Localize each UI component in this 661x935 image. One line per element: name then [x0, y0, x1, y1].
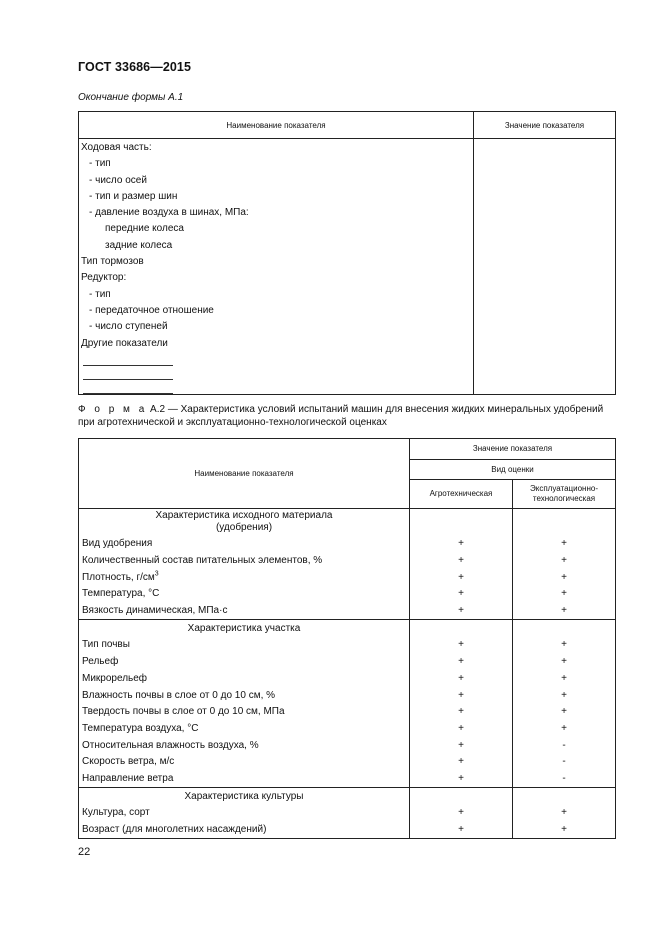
indicator-name-text: Возраст (для многолетних насаждений)	[82, 824, 267, 836]
indicator-name	[79, 754, 410, 771]
agro-mark: +	[410, 671, 513, 688]
table-row	[79, 721, 616, 738]
form-a1-row: - тип	[89, 158, 111, 170]
form-a2-body	[79, 509, 616, 839]
table-row	[79, 654, 616, 671]
agro-mark: +	[410, 822, 513, 839]
form-a1-row: задние колеса	[105, 239, 173, 251]
section-empty-cell	[513, 620, 616, 637]
section-empty-cell	[410, 788, 513, 805]
indicator-name-text: Микрорельеф	[82, 672, 148, 684]
form-a2-col-name: Наименование показателя	[79, 439, 410, 509]
indicator-name	[79, 654, 410, 671]
indicator-name	[79, 822, 410, 839]
expl-mark: +	[513, 603, 616, 620]
document-code: ГОСТ 33686—2015	[78, 60, 192, 74]
agro-mark: +	[410, 704, 513, 721]
indicator-name	[79, 569, 410, 586]
expl-mark: +	[513, 536, 616, 553]
indicator-name-text: Вид удобрения	[82, 538, 153, 550]
form-a1-row: - число ступеней	[89, 321, 168, 333]
agro-mark: +	[410, 737, 513, 754]
blank-fill-line	[83, 380, 173, 394]
page-number: 22	[78, 846, 91, 858]
form-a1-row: Редуктор:	[81, 272, 127, 284]
expl-mark: +	[513, 805, 616, 822]
blank-fill-line	[83, 352, 173, 366]
form-a1-row: передние колеса	[105, 223, 184, 235]
indicator-name	[79, 687, 410, 704]
agro-mark: +	[410, 586, 513, 603]
section-empty-cell	[410, 509, 513, 537]
indicator-name-text: Твердость почвы в слое от 0 до 10 см, МПа	[82, 706, 285, 718]
form-a1-col-value: Значение показателя	[474, 112, 616, 139]
agro-mark: +	[410, 637, 513, 654]
table-row	[79, 536, 616, 553]
section-empty-cell	[410, 620, 513, 637]
unit-superscript: 3	[154, 570, 159, 578]
indicator-name	[79, 805, 410, 822]
indicator-name-text: Культура, сорт	[82, 807, 150, 819]
indicator-name	[79, 553, 410, 570]
section-title: Характеристика культуры	[79, 788, 410, 805]
expl-mark: +	[513, 569, 616, 586]
blank-fill-line	[83, 366, 173, 380]
indicator-name-text: Температура, °С	[82, 588, 160, 600]
form-a1-row: - тип	[89, 288, 111, 300]
expl-mark: -	[513, 754, 616, 771]
form-a1-row: - тип и размер шин	[89, 190, 178, 202]
agro-mark: +	[410, 536, 513, 553]
indicator-name-text: Тип почвы	[82, 639, 130, 651]
agro-mark: +	[410, 553, 513, 570]
expl-mark: +	[513, 586, 616, 603]
expl-mark: +	[513, 704, 616, 721]
indicator-name	[79, 771, 410, 788]
indicator-name	[79, 721, 410, 738]
form-a1-col-name: Наименование показателя	[79, 112, 474, 139]
table-row	[79, 771, 616, 788]
expl-mark: +	[513, 654, 616, 671]
indicator-name	[79, 671, 410, 688]
form-a1-row: Тип тормозов	[81, 256, 144, 268]
section-row	[79, 788, 616, 805]
indicator-name-text: Относительная влажность воздуха, %	[82, 739, 259, 751]
agro-mark: +	[410, 603, 513, 620]
expl-mark: -	[513, 771, 616, 788]
table-row	[79, 553, 616, 570]
indicator-name	[79, 737, 410, 754]
agro-mark: +	[410, 721, 513, 738]
form-a1-row: - передаточное отношение	[89, 304, 214, 316]
form-a2-col-expl: Эксплуатационно-технологическая	[513, 480, 616, 509]
table-row	[79, 805, 616, 822]
indicator-name	[79, 637, 410, 654]
table-row	[79, 569, 616, 586]
expl-mark: -	[513, 737, 616, 754]
section-empty-cell	[513, 509, 616, 537]
table-row	[79, 737, 616, 754]
indicator-name-text: Вязкость динамическая, МПа·с	[82, 605, 228, 617]
table-row	[79, 687, 616, 704]
expl-mark: +	[513, 687, 616, 704]
agro-mark: +	[410, 805, 513, 822]
indicator-name-text: Температура воздуха, °С	[82, 722, 199, 734]
section-row	[79, 620, 616, 637]
table-row	[79, 586, 616, 603]
form-a2-title-label: Ф о р м а	[78, 404, 148, 415]
indicator-name	[79, 586, 410, 603]
form-a1-caption: Окончание формы А.1	[78, 92, 184, 103]
form-a2-table	[78, 438, 616, 839]
agro-mark: +	[410, 569, 513, 586]
indicator-name-text: Плотность, г/см	[82, 571, 155, 583]
indicator-name-text: Направление ветра	[82, 772, 174, 784]
expl-mark: +	[513, 822, 616, 839]
indicator-name-text: Количественный состав питательных элементов, %	[82, 555, 323, 567]
agro-mark: +	[410, 687, 513, 704]
form-a1-row: - давление воздуха в шинах, МПа:	[89, 207, 249, 219]
table-row	[79, 637, 616, 654]
expl-mark: +	[513, 553, 616, 570]
indicator-name	[79, 704, 410, 721]
indicator-name-text: Влажность почвы в слое от 0 до 10 см, %	[82, 689, 276, 701]
expl-mark: +	[513, 721, 616, 738]
section-title: Характеристика исходного материала (удобрения)	[79, 509, 410, 537]
expl-mark: +	[513, 637, 616, 654]
table-row	[79, 603, 616, 620]
section-row	[79, 509, 616, 537]
indicator-name-text: Рельеф	[82, 656, 119, 668]
form-a1-table	[78, 111, 616, 395]
form-a1-name-cell	[79, 139, 474, 395]
table-row	[79, 704, 616, 721]
agro-mark: +	[410, 754, 513, 771]
form-a2-col-value: Значение показателя	[410, 439, 616, 460]
agro-mark: +	[410, 771, 513, 788]
expl-mark: +	[513, 671, 616, 688]
agro-mark: +	[410, 654, 513, 671]
form-a1-row: Ходовая часть:	[81, 142, 152, 153]
form-a2-col-agro: Агротехническая	[410, 480, 513, 509]
table-row	[79, 754, 616, 771]
form-a2-title	[78, 403, 615, 429]
form-a1-rows	[81, 140, 473, 352]
indicator-name	[79, 603, 410, 620]
section-title: Характеристика участка	[79, 620, 410, 637]
form-a2-col-type: Вид оценки	[410, 460, 616, 480]
indicator-name	[79, 536, 410, 553]
form-a1-row: Другие показатели	[81, 337, 168, 349]
section-empty-cell	[513, 788, 616, 805]
form-a2-title-text: А.2 — Характеристика условий испытаний машин для внесения жидких минеральных удобрений при агротехнической и эксплуатационно-технологической оценках	[78, 404, 604, 428]
table-row	[79, 822, 616, 839]
indicator-name-text: Скорость ветра, м/с	[82, 756, 175, 768]
form-a1-value-cell	[474, 139, 616, 395]
table-row	[79, 671, 616, 688]
form-a1-row: - число осей	[89, 174, 147, 186]
